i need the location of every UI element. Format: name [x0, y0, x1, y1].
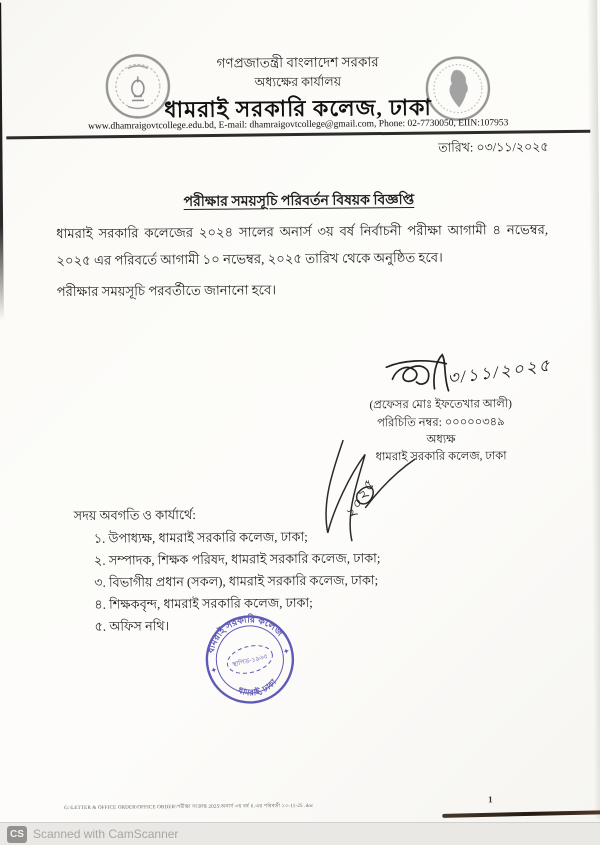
distribution-item-4: ৪. শিক্ষকবৃন্দ, ধামরাই সরকারি কলেজ, ঢাকা; [94, 595, 313, 612]
header-college-name: ধামরাই সরকারি কলেজ, ঢাকা [164, 94, 432, 123]
camscanner-bar [0, 822, 600, 845]
signatory-designation: অধ্যক্ষ [426, 433, 456, 446]
stamp-center-text: স্থাপিত-১৯৬৫ [231, 652, 269, 669]
distribution-item-3: ৩. বিভাগীয় প্রধান (সকল), ধামরাই সরকারি কলেজ, ঢাকা; [94, 573, 379, 590]
date-line: তারিখ: ০৩/১১/২০২৫ [438, 139, 549, 155]
distribution-item-5: ৫. অফিস নথি। [94, 619, 170, 634]
handwritten-date: ৩/১১/২০২৫ [446, 355, 553, 389]
scan-edge-artifact [0, 3, 4, 321]
header-office-line: অধ্যক্ষের কার্যালয় [254, 74, 342, 90]
signature-scribble [382, 351, 452, 402]
stamp-star-left: ✦ [209, 665, 219, 676]
signatory-id-number: পরিচিতি নম্বর: ০০০০০৩৪৯ [376, 416, 505, 430]
footer-file-path: G:\LETTER & OFFICE ORDER\OFFICE ORDER\পরীক্ষা সংক্রান্ত 2025\অনার্স ৩য় বর্ষ ৪.এর পরিবর্তী ১০-11-25 .doc [64, 803, 314, 812]
signatory-name: (প্রফেসর মোঃ ইফতেখার আলী) [369, 398, 512, 412]
notice-title: পরীক্ষার সময়সূচি পরিবর্তন বিষয়ক বিজ্ঞপ্তি [183, 192, 415, 211]
body-paragraph-1: ধামরাই সরকারি কলেজের ২০২৪ সালের অনার্স ৩য় বর্ষ নির্বাচনী পরীক্ষা আগামী ৪ নভেম্বর, ২০২৫ এর পরিবর্তে আগামী ১০ নভেম্বর, ২০২৫ তারিখ থেকে অনুষ্ঠিত হবে। [56, 221, 549, 269]
camscanner-logo-icon: CS [7, 826, 27, 843]
header-contact-line: www.dhamraigovtcollege.edu.bd, E-mail: dhamraigovtcollege@gmail.com, Phone: 02-7730050, EIIN:107953 [88, 118, 509, 132]
office-stamp [202, 612, 297, 712]
page-number: 1 [488, 794, 493, 805]
distribution-item-2: ২. সম্পাদক, শিক্ষক পরিষদ, ধামরাই সরকারি কলেজ, ঢাকা; [93, 551, 381, 568]
round-stamp-icon [193, 602, 308, 717]
scan-shadow-right [587, 0, 600, 819]
handwritten-year: ২০২৫ [342, 477, 379, 523]
svg-text:ধামরাই সরকারি কলেজ: ধামরাই সরকারি কলেজ [206, 615, 285, 655]
svg-text:ধামরাই, ঢাকা: ধামরাই, ঢাকা [236, 676, 279, 698]
distribution-item-1: ১. উপাধ্যক্ষ, ধামরাই সরকারি কলেজ, ঢাকা; [93, 529, 308, 546]
body-paragraph-2: পরীক্ষার সময়সূচি পরবর্তীতে জানানো হবে। [56, 282, 277, 300]
camscanner-label: Scanned with CamScanner [33, 827, 179, 841]
distribution-heading: সদয় অবগতি ও কার্যার্থে: [73, 507, 197, 523]
scan-smudge-artifact [442, 810, 600, 818]
stamp-star-right: ✦ [282, 646, 291, 657]
handwritten-signature-icon [382, 351, 452, 397]
header-government-line: গণপ্রজাতন্ত্রী বাংলাদেশ সরকার [216, 54, 379, 71]
signatory-institution: ধামরাই সরকারি কলেজ, ঢাকা [375, 450, 507, 464]
